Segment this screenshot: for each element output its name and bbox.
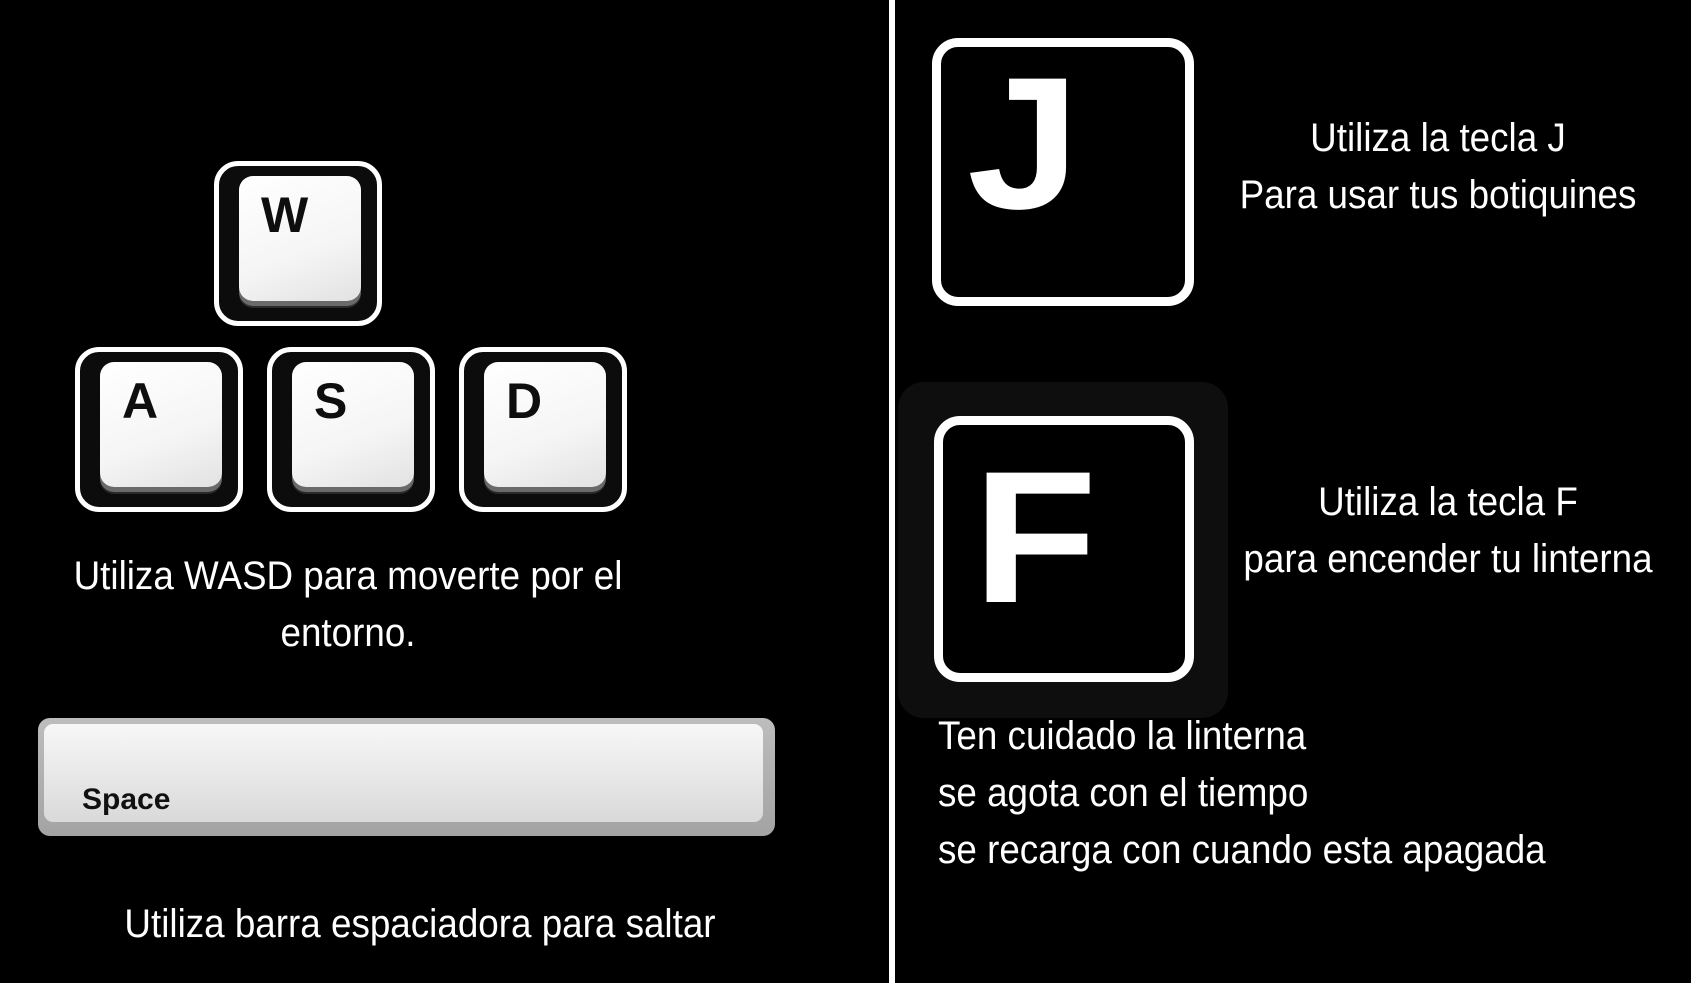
keycap-s (267, 347, 435, 512)
keycap-a-face (100, 362, 222, 487)
flashlight-caption-line-1: Utiliza la tecla F (1318, 480, 1578, 524)
keycap-a (75, 347, 243, 512)
medkit-caption-line-2: Para usar tus botiquines (1239, 173, 1637, 217)
medkit-caption-line-1: Utiliza la tecla J (1310, 116, 1566, 160)
keycap-f-label: F (973, 432, 1098, 642)
flashlight-caption-line-2: para encender tu linterna (1243, 537, 1653, 581)
spacebar-key (38, 718, 775, 836)
flashlight-warning (938, 708, 1600, 879)
flashlight-caption (1230, 474, 1666, 588)
keycap-j-label: J (967, 38, 1080, 248)
movement-caption (55, 548, 640, 662)
medkit-caption (1229, 110, 1647, 224)
keycap-w (214, 161, 382, 326)
keycap-d-face (484, 362, 606, 487)
flashlight-warning-line-2: se agota con el tiempo (938, 771, 1309, 815)
jump-caption: Utiliza barra espaciadora para saltar (124, 902, 716, 946)
movement-caption-line-1: Utiliza WASD para moverte por el (73, 554, 623, 598)
keycap-s-label: S (314, 373, 348, 429)
keycap-j (932, 38, 1194, 306)
panel-divider (889, 0, 895, 983)
keycap-s-face (292, 362, 414, 487)
keycap-f (934, 416, 1194, 682)
spacebar-key-label: Space (82, 783, 171, 816)
keycap-w-face (239, 176, 361, 301)
spacebar-key-face (44, 724, 763, 822)
keycap-a-label: A (122, 373, 159, 429)
keycap-w-label: W (261, 187, 309, 243)
keycap-d (459, 347, 627, 512)
movement-caption-line-2: entorno. (280, 611, 416, 655)
keycap-d-label: D (506, 373, 543, 429)
flashlight-warning-line-3: se recarga con cuando esta apagada (938, 828, 1546, 872)
flashlight-warning-line-1: Ten cuidado la linterna (938, 714, 1307, 758)
